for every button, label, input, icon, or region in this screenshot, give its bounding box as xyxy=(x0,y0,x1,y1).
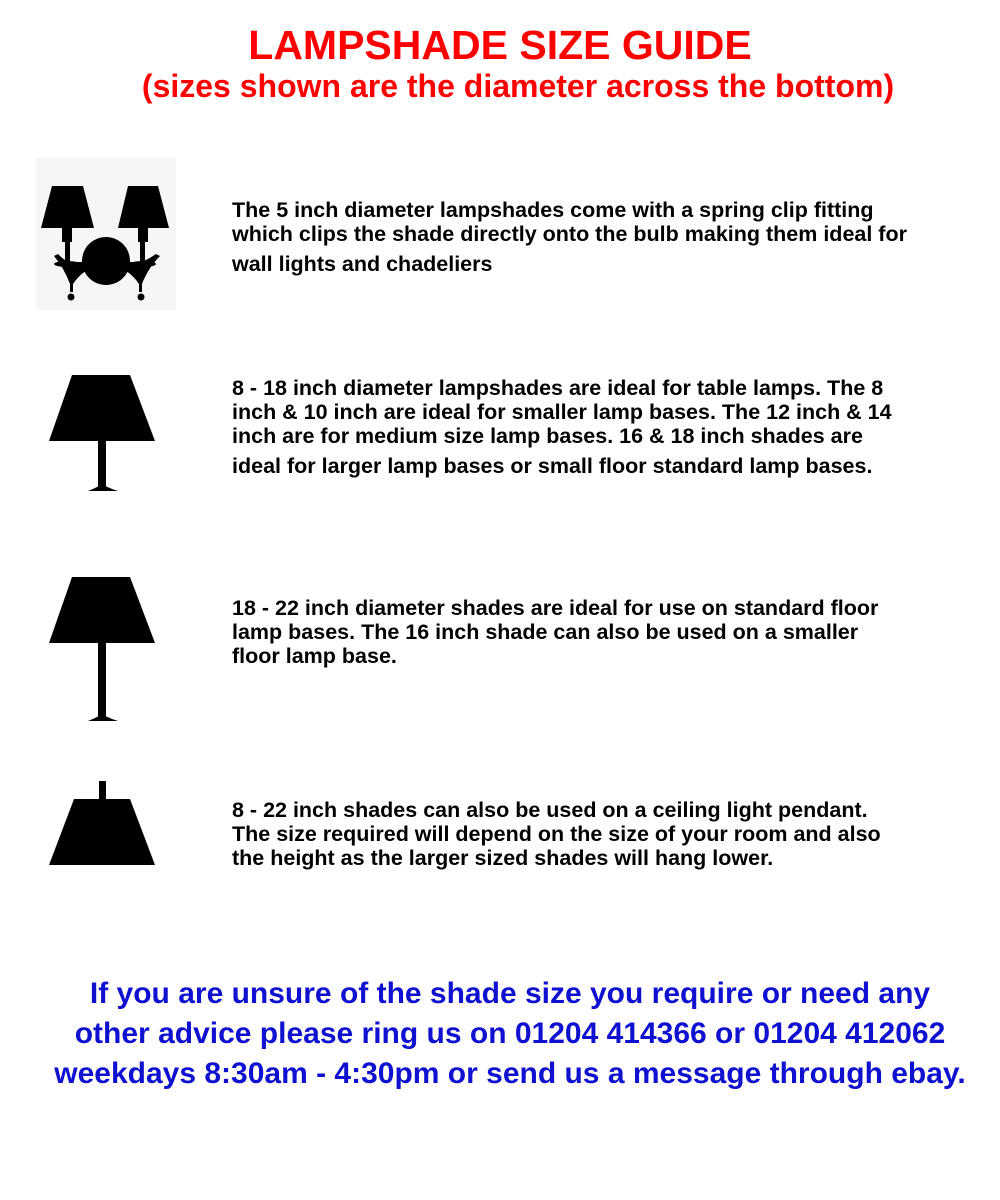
text-line: The size required will depend on the size of your room and also xyxy=(232,822,881,846)
contact-line: weekdays 8:30am - 4:30pm or send us a message through ebay. xyxy=(54,1057,966,1090)
text-line: ideal for larger lamp bases or small floor standard lamp bases. xyxy=(232,454,873,478)
text-line: lamp bases. The 16 inch shade can also be used on a smaller xyxy=(232,620,859,644)
wall-light-icon xyxy=(36,158,176,310)
section-table-lamp-text xyxy=(232,376,998,478)
text-line: 8 - 18 inch diameter lampshades are ideal for table lamps. The 8 xyxy=(232,376,884,400)
text-line: inch & 10 inch are ideal for smaller lamp bases. The 12 inch & 14 xyxy=(232,400,892,424)
contact-line: other advice please ring us on 01204 414366 or 01204 412062 xyxy=(74,1017,946,1050)
text-line: floor lamp base. xyxy=(232,644,397,668)
text-line: the height as the larger sized shades will hang lower. xyxy=(232,846,774,870)
contact-message xyxy=(0,974,1000,1094)
text-line: 18 - 22 inch diameter shades are ideal for use on standard floor xyxy=(232,596,879,620)
section-ceiling-pendant-text xyxy=(232,798,998,870)
section-wall-light-text xyxy=(232,198,998,276)
ceiling-pendant-icon xyxy=(48,780,158,868)
contact-line: If you are unsure of the shade size you require or need any xyxy=(89,977,931,1010)
section-floor-lamp-text xyxy=(232,596,998,668)
text-line: inch are for medium size lamp bases. 16 & 18 inch shades are xyxy=(232,424,863,448)
page-subtitle: (sizes shown are the diameter across the bottom) xyxy=(141,68,895,104)
text-line: wall lights and chadeliers xyxy=(232,252,493,276)
page-title: LAMPSHADE SIZE GUIDE xyxy=(248,22,752,68)
text-line: The 5 inch diameter lampshades come with a spring clip fitting xyxy=(232,198,874,222)
table-lamp-icon xyxy=(48,374,158,494)
floor-lamp-icon xyxy=(48,576,158,724)
text-line: which clips the shade directly onto the bulb making them ideal for xyxy=(232,222,907,246)
text-line: 8 - 22 inch shades can also be used on a ceiling light pendant. xyxy=(232,798,868,822)
